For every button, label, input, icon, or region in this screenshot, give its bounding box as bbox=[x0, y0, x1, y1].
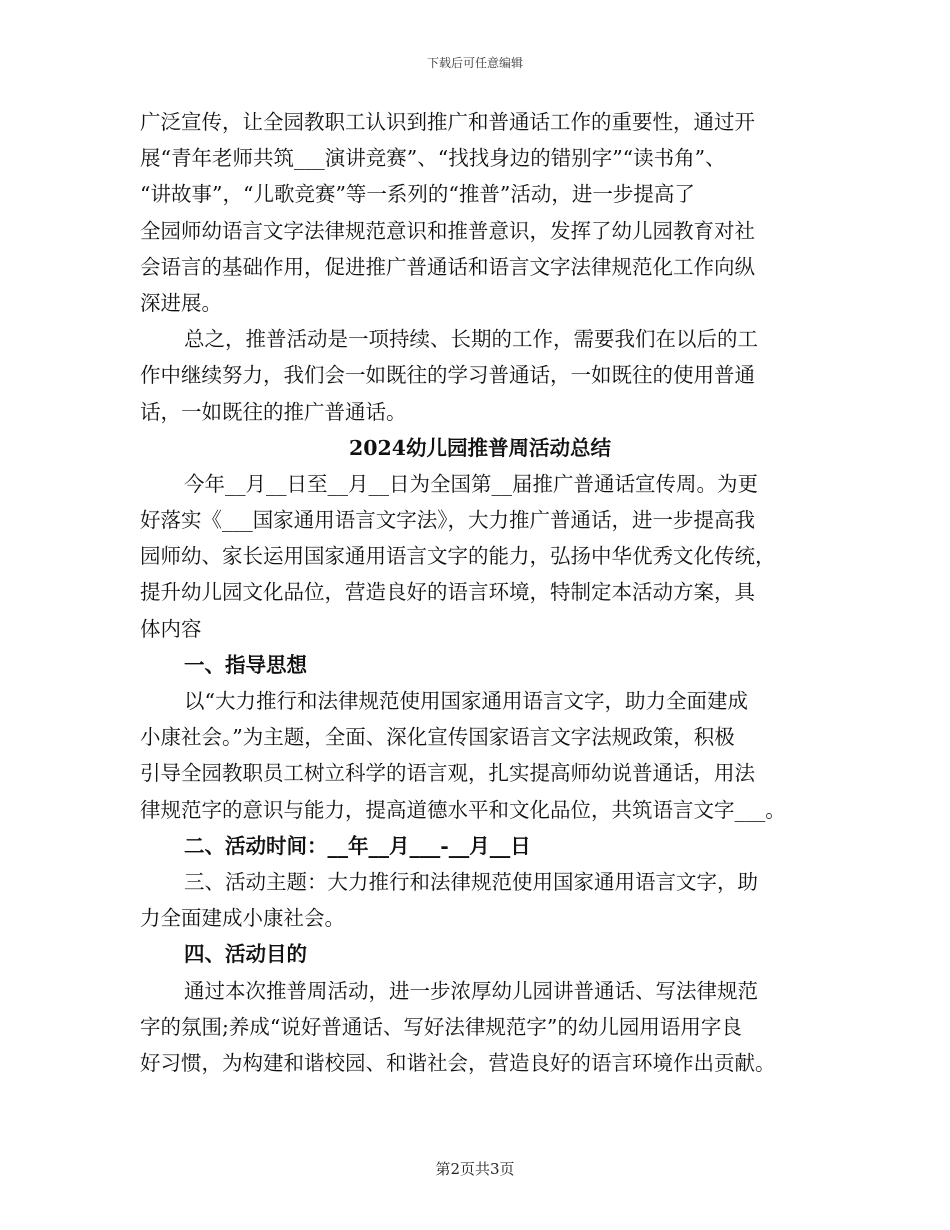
text-line: 通过本次推普周活动，进一步浓厚幼儿园讲普通话、写法律规范 bbox=[184, 978, 758, 1003]
document-body bbox=[140, 104, 820, 1081]
text-line: 三、活动主题：大力推行和法律规范使用国家通用语言文字，助 bbox=[184, 869, 758, 894]
text-line: 全园师幼语言文字法律规范意识和推普意识，发挥了幼儿园教育对社 bbox=[140, 218, 755, 243]
text-line: 展“青年老师共筑___演讲竞赛”、“找找身边的错别字”“读书角”、 bbox=[140, 146, 726, 171]
section-heading: 二、活动时间：__年__月___-__月__日 bbox=[184, 833, 531, 858]
section-title: 2024幼儿园推普周活动总结 bbox=[348, 435, 612, 460]
text-line: 好习惯，为构建和谐校园、和谐社会，营造良好的语言环境作出贡献。 bbox=[140, 1050, 776, 1075]
text-line: 小康社会。”为主题，全面、深化宣传国家语言文字法规政策，积极 bbox=[140, 725, 735, 750]
section-heading: 四、活动目的 bbox=[184, 942, 307, 967]
text-line: 字的氛围;养成“说好普通话、写好法律规范字”的幼儿园用语用字良 bbox=[140, 1014, 742, 1039]
page-header: 下载后可任意编辑 bbox=[426, 56, 523, 70]
text-line: 会语言的基础作用，促进推广普通话和语言文字法律规范化工作向纵 bbox=[140, 254, 755, 279]
text-line: 好落实《___国家通用语言文字法》，大力推广普通话，进一步提高我 bbox=[140, 508, 755, 533]
text-line: “讲故事”，“儿歌竞赛”等一系列的“推普”活动，进一步提高了 bbox=[140, 182, 695, 207]
text-line: 作中继续努力，我们会一如既往的学习普通话，一如既往的使用普通 bbox=[140, 363, 755, 388]
page-footer: 第2页共3页 bbox=[435, 1160, 515, 1178]
text-line: 总之，推普活动是一项持续、长期的工作，需要我们在以后的工 bbox=[184, 327, 758, 352]
text-line: 体内容 bbox=[140, 616, 202, 641]
text-line: 深进展。 bbox=[140, 290, 222, 315]
text-line: 律规范字的意识与能力，提高道德水平和文化品位，共筑语言文字___。 bbox=[140, 797, 786, 822]
text-line: 以“大力推行和法律规范使用国家通用语言文字，助力全面建成 bbox=[184, 689, 748, 713]
section-heading: 一、指导思想 bbox=[184, 652, 307, 677]
text-line: 提升幼儿园文化品位，营造良好的语言环境，特制定本活动方案，具 bbox=[140, 580, 755, 605]
text-line: 园师幼、家长运用国家通用语言文字的能力，弘扬中华优秀文化传统， bbox=[140, 544, 776, 569]
text-line: 引导全园教职员工树立科学的语言观，扎实提高师幼说普通话，用法 bbox=[140, 761, 755, 786]
text-line: 力全面建成小康社会。 bbox=[140, 906, 345, 931]
text-line: 话，一如既往的推广普通话。 bbox=[140, 399, 407, 424]
text-line: 广泛宣传，让全园教职工认识到推广和普通话工作的重要性，通过开 bbox=[140, 110, 755, 134]
text-line: 今年__月__日至__月__日为全国第__届推广普通话宣传周。为更 bbox=[184, 471, 758, 496]
